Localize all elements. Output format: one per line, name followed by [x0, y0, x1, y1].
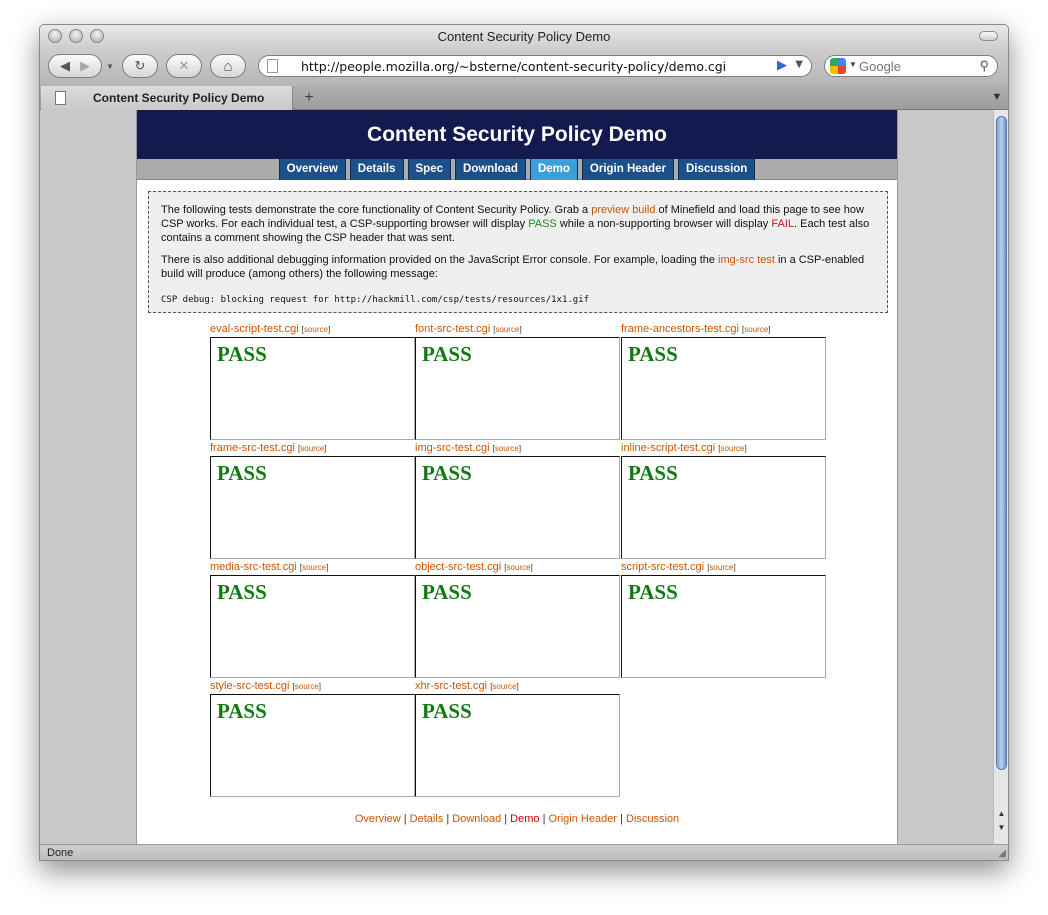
test-caption	[415, 680, 519, 692]
test-link[interactable]: eval-script-test.cgi	[210, 323, 299, 335]
bracket: [	[742, 325, 745, 334]
test-frame	[621, 337, 826, 440]
search-input[interactable]	[859, 58, 969, 74]
test-result: PASS	[217, 699, 267, 723]
bracket: ]	[744, 444, 747, 453]
test-link[interactable]: script-src-test.cgi	[621, 561, 705, 573]
title-bar	[40, 25, 1008, 48]
source-link[interactable]: source	[492, 682, 517, 691]
test-link[interactable]: img-src-test.cgi	[415, 442, 490, 454]
test-item	[415, 561, 620, 678]
bracket: ]	[518, 444, 522, 453]
tab-label: Content Security Policy Demo	[93, 91, 265, 105]
test-result: PASS	[628, 461, 678, 485]
bracket: ]	[326, 563, 329, 572]
bracket: [	[707, 563, 710, 572]
tab-active[interactable]	[41, 86, 293, 110]
test-frame	[210, 456, 415, 559]
test-link[interactable]: style-src-test.cgi	[210, 680, 290, 692]
source-link[interactable]: source	[495, 325, 520, 334]
test-item	[210, 680, 415, 797]
url-text[interactable]: http://people.mozilla.org/~bsterne/content-security-policy/demo.cgi	[301, 59, 727, 74]
test-item	[415, 323, 620, 440]
source-link[interactable]: source	[303, 325, 328, 334]
intro-text: in a CSP-enabled build will produce (among others) the following message:	[161, 254, 865, 280]
bracket: [	[301, 325, 304, 334]
history-dropdown-icon[interactable]: ▼	[106, 62, 114, 71]
window-title: Content Security Policy Demo	[437, 29, 611, 44]
stop-button[interactable]	[166, 54, 202, 78]
test-caption	[621, 323, 771, 335]
test-frame	[415, 694, 620, 797]
google-icon[interactable]	[830, 58, 846, 74]
test-result: PASS	[422, 699, 472, 723]
url-dropdown-icon[interactable]: ▼	[795, 59, 803, 70]
source-link[interactable]: source	[506, 563, 531, 572]
intro-paragraph-1	[161, 203, 875, 245]
search-engine-dropdown-icon[interactable]: ▼	[849, 60, 857, 69]
preview-build-link[interactable]: preview build	[591, 204, 656, 216]
reload-button[interactable]	[122, 54, 158, 78]
test-caption	[210, 561, 328, 573]
forward-icon[interactable]: ▶	[80, 58, 90, 73]
test-frame	[210, 694, 415, 797]
debug-message: CSP debug: blocking request for http://hackmill.com/csp/tests/resources/1x1.gif	[161, 295, 590, 305]
test-item	[210, 323, 415, 440]
test-result: PASS	[422, 580, 472, 604]
tab-list-menu-icon[interactable]: ▼	[991, 91, 1003, 103]
test-frame	[415, 456, 620, 559]
back-icon[interactable]: ◀	[60, 58, 70, 73]
site-navigation	[137, 159, 897, 180]
back-forward-button-group	[48, 54, 102, 78]
source-link[interactable]: source	[294, 682, 319, 691]
test-caption	[415, 442, 521, 454]
home-button[interactable]	[210, 54, 246, 78]
test-item	[415, 442, 620, 559]
footer-link-origin-header[interactable]: Origin Header	[548, 813, 617, 825]
web-page	[136, 110, 898, 844]
source-link[interactable]: source	[709, 563, 734, 572]
bracket: [	[718, 444, 721, 453]
nav-tab-demo[interactable]: Demo	[530, 159, 578, 180]
test-frame	[621, 456, 826, 559]
nav-tab-details[interactable]: Details	[350, 159, 404, 180]
bracket: ]	[530, 563, 533, 572]
content-viewport	[40, 110, 993, 844]
test-link[interactable]: object-src-test.cgi	[415, 561, 502, 573]
bracket: [	[493, 325, 496, 334]
page-icon	[267, 59, 278, 73]
test-frame	[210, 337, 415, 440]
test-result: PASS	[422, 461, 472, 485]
test-item	[621, 561, 826, 678]
status-bar	[40, 844, 1008, 861]
footer-link-overview[interactable]: Overview	[354, 813, 401, 825]
test-frame	[415, 575, 620, 678]
bracket: [	[298, 444, 301, 453]
test-item	[210, 561, 415, 678]
test-result: PASS	[217, 342, 267, 366]
bracket: ]	[519, 325, 522, 334]
source-link[interactable]: source	[302, 563, 327, 572]
bracket: ]	[324, 444, 327, 453]
nav-tab-spec[interactable]: Spec	[408, 159, 452, 180]
resize-grip-icon[interactable]: ◢	[998, 848, 1006, 859]
test-result: PASS	[628, 580, 678, 604]
test-link[interactable]: font-src-test.cgi	[415, 323, 491, 335]
test-link[interactable]: frame-src-test.cgi	[210, 442, 295, 454]
browser-window	[39, 24, 1009, 861]
bracket: [	[299, 563, 303, 572]
footer-link-download[interactable]: Download	[452, 813, 502, 825]
stop-icon: ✕	[178, 58, 190, 73]
test-result: PASS	[217, 461, 267, 485]
source-link[interactable]: source	[744, 325, 769, 334]
scroll-up-icon[interactable]: ▲	[997, 809, 1006, 818]
test-caption	[210, 680, 321, 692]
nav-tab-discussion[interactable]: Discussion	[678, 159, 755, 180]
source-link[interactable]: source	[300, 444, 325, 453]
test-item	[621, 323, 826, 440]
search-bar[interactable]	[824, 55, 998, 77]
fail-word: FAIL	[771, 218, 794, 230]
intro-text: The following tests demonstrate the core functionality of Content Security Policy. Grab a	[161, 204, 592, 216]
scroll-down-icon[interactable]: ▼	[997, 823, 1006, 832]
bracket: [	[490, 682, 493, 691]
test-link[interactable]: frame-ancestors-test.cgi	[621, 323, 739, 335]
footer-separator: |	[616, 813, 626, 825]
footer-link-demo[interactable]: Demo	[510, 813, 540, 825]
footer-links	[137, 813, 897, 825]
intro-paragraph-2	[161, 253, 875, 281]
intro-box	[148, 191, 888, 313]
bracket: [	[492, 444, 495, 453]
test-caption	[210, 442, 327, 454]
test-result: PASS	[422, 342, 472, 366]
bracket: [	[292, 682, 295, 691]
intro-text: of Minefield and load this page to see how CSP works. For each individual test, a CSP-supporting browser will display	[161, 204, 864, 230]
test-link[interactable]: inline-script-test.cgi	[621, 442, 716, 454]
intro-text: There is also additional debugging information provided on the JavaScript Error console. For example, loading the	[161, 254, 719, 266]
bracket: ]	[318, 682, 322, 691]
status-text: Done	[47, 847, 74, 859]
home-icon: ⌂	[223, 57, 233, 75]
go-icon[interactable]: ▶	[777, 58, 787, 73]
footer-separator: |	[539, 813, 549, 825]
navigation-toolbar	[40, 48, 1008, 86]
test-item	[210, 442, 415, 559]
footer-link-discussion[interactable]: Discussion	[625, 813, 680, 825]
vertical-scrollbar[interactable]	[993, 110, 1008, 844]
test-result: PASS	[628, 342, 678, 366]
footer-separator: |	[501, 813, 511, 825]
img-src-test-link[interactable]: img-src test	[718, 254, 775, 266]
test-caption	[621, 561, 736, 573]
test-frame	[621, 575, 826, 678]
test-link[interactable]: media-src-test.cgi	[210, 561, 297, 573]
source-link[interactable]: source	[720, 444, 745, 453]
test-item	[415, 680, 620, 797]
intro-text: . Each test also contains a comment showing the CSP header that was sent.	[161, 218, 870, 244]
test-frame	[210, 575, 415, 678]
footer-separator: |	[400, 813, 410, 825]
document-icon	[55, 91, 66, 105]
reload-icon: ↻	[134, 58, 146, 73]
nav-tab-download[interactable]: Download	[455, 159, 526, 180]
bracket: ]	[327, 325, 331, 334]
toolbar-toggle-button[interactable]	[979, 31, 998, 41]
nav-tab-origin-header[interactable]: Origin Header	[582, 159, 674, 180]
bracket: ]	[733, 563, 736, 572]
test-result: PASS	[217, 580, 267, 604]
test-link[interactable]: xhr-src-test.cgi	[415, 680, 488, 692]
tab-bar	[40, 86, 1008, 110]
url-bar[interactable]	[258, 55, 812, 77]
bracket: ]	[768, 325, 771, 334]
intro-text: while a non-supporting browser will display	[556, 218, 772, 230]
search-icon[interactable]: ⚲	[979, 58, 989, 73]
page-banner-title: Content Security Policy Demo	[137, 110, 897, 159]
source-link[interactable]: source	[494, 444, 519, 453]
nav-tab-overview[interactable]: Overview	[279, 159, 346, 180]
scrollbar-thumb[interactable]	[996, 116, 1007, 770]
bracket: ]	[516, 682, 519, 691]
test-caption	[621, 442, 747, 454]
test-caption	[415, 561, 533, 573]
test-caption	[210, 323, 330, 335]
test-item	[621, 442, 826, 559]
footer-separator: |	[443, 813, 453, 825]
new-tab-button[interactable]: +	[304, 89, 314, 106]
pass-word: PASS	[528, 218, 557, 230]
footer-link-details[interactable]: Details	[409, 813, 444, 825]
bracket: [	[504, 563, 507, 572]
test-caption	[415, 323, 522, 335]
test-frame	[415, 337, 620, 440]
